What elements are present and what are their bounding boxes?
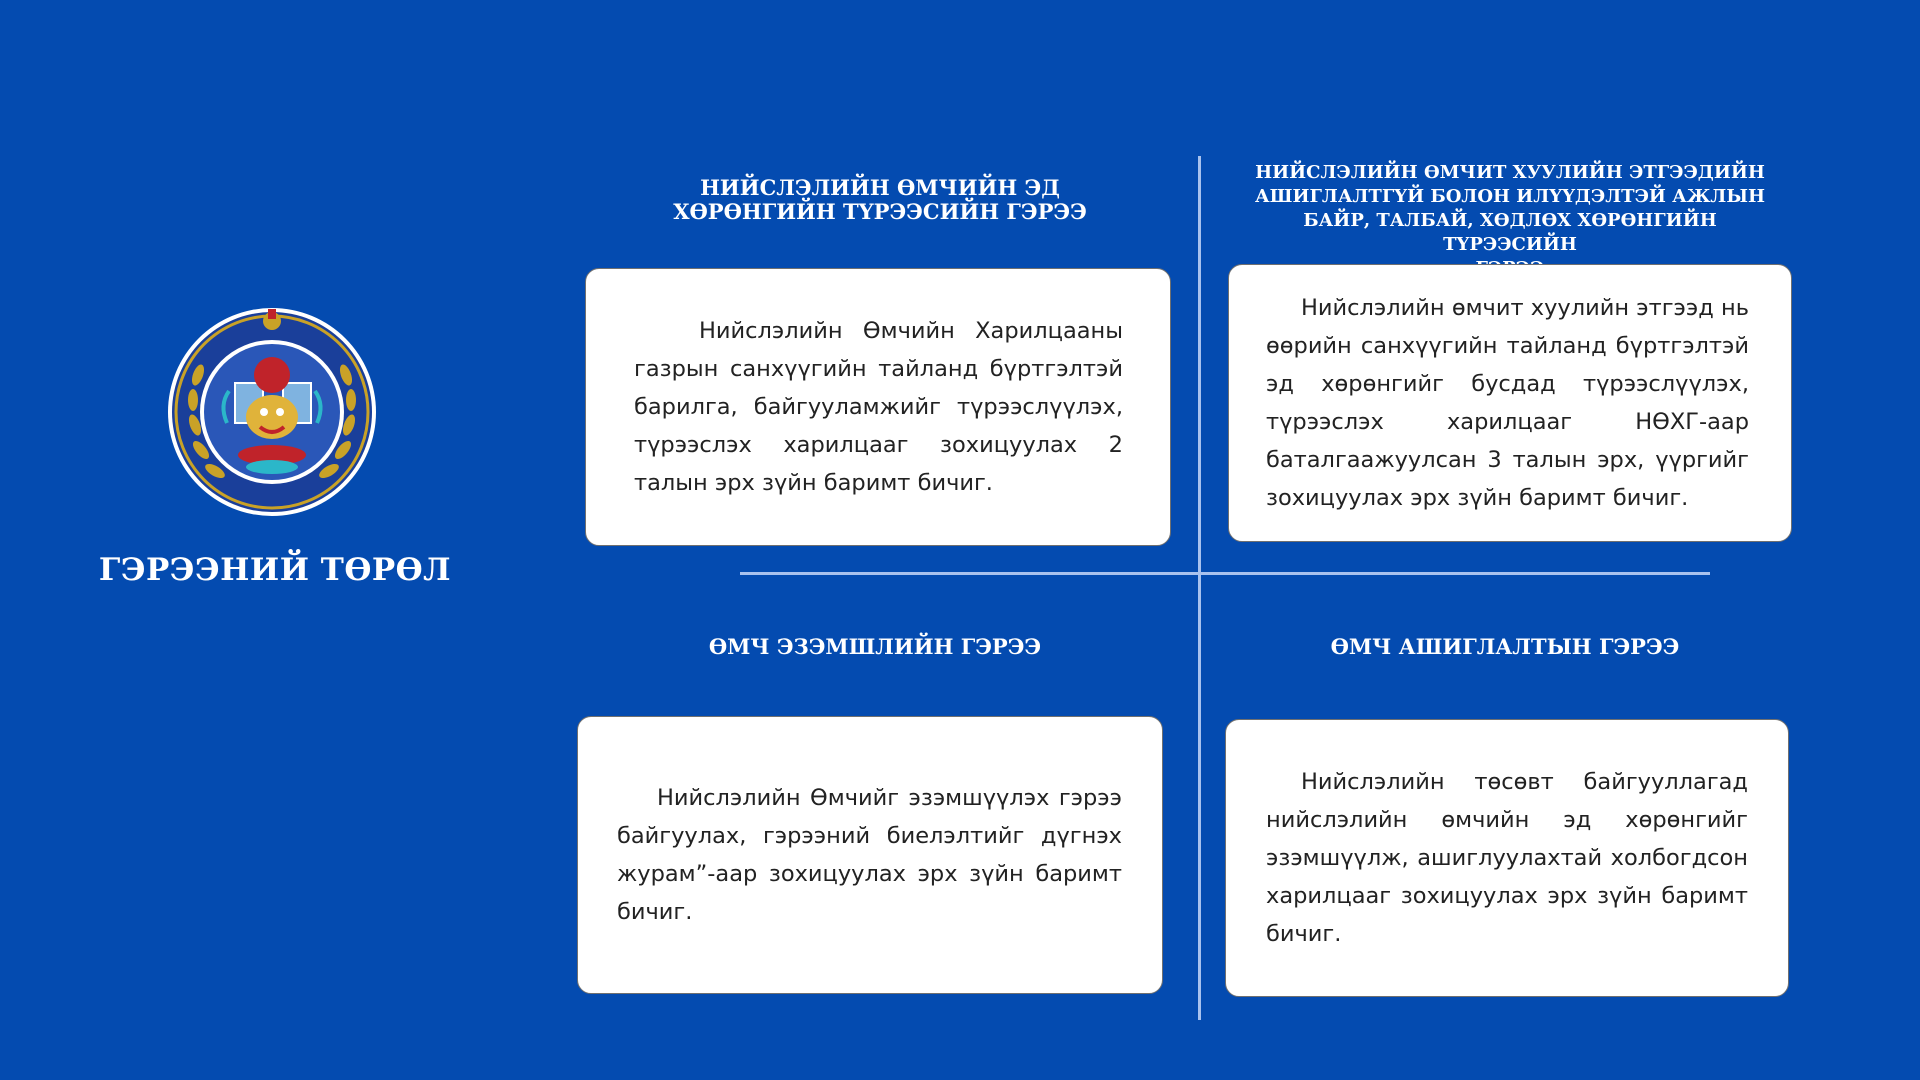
rental-contract-description: Нийслэлийн Өмчийн Харилцааны газрын санхүүгийн тайланд бүртгэлтэй барилга, байгууламжийг түрээслүүлэх, түрээслэх харилцааг зохицуулах 2 талын эрх зүйн баримт бичиг. — [634, 318, 1123, 496]
horizontal-divider — [740, 572, 1710, 575]
rental-contract-heading: НИЙСЛЭЛИЙН ӨМЧИЙН ЭД ХӨРӨНГИЙН ТҮРЭЭСИЙН ГЭРЭЭ — [673, 175, 1087, 224]
agency-emblem-icon — [165, 305, 379, 519]
rental-contract-card — [585, 268, 1171, 546]
possession-contract-heading: ӨМЧ ЭЗЭМШЛИЙН ГЭРЭЭ — [708, 634, 1042, 659]
possession-contract-description: Нийслэлийн Өмчийг эзэмшүүлэх гэрээ байгуулах, гэрээний биелэлтийг дүгнэх журам”-аар зохицуулах эрх зүйн баримт бичиг. — [617, 785, 1122, 925]
vertical-divider — [1198, 156, 1201, 1020]
legal-entity-rental-description: Нийслэлийн өмчит хуулийн этгээд нь өөрийн санхүүгийн тайланд бүртгэлтэй эд хөрөнгийг бусдад түрээслүүлэх, түрээслэх харилцааг НӨХГ-аар баталгаажуулсан 3 талын эрх, үүргийг зохицуулах эрх зүйн баримт бичиг. — [1266, 295, 1749, 511]
usage-contract-card — [1225, 719, 1789, 997]
contract-types-title: ГЭРЭЭНИЙ ТӨРӨЛ — [98, 552, 452, 588]
possession-contract-card — [577, 716, 1163, 994]
emblem-graphic — [165, 305, 379, 519]
legal-entity-rental-card — [1228, 264, 1792, 542]
usage-contract-heading: ӨМЧ АШИГЛАЛТЫН ГЭРЭЭ — [1330, 634, 1680, 659]
usage-contract-description: Нийслэлийн төсөвт байгууллагад нийслэлийн өмчийн эд хөрөнгийг эзэмшүүлж, ашиглуулахтай холбогдсон харилцааг зохицуулах эрх зүйн баримт бичиг. — [1266, 769, 1748, 947]
legal-entity-rental-heading: НИЙСЛЭЛИЙН ӨМЧИТ ХУУЛИЙН ЭТГЭЭДИЙН АШИГЛАЛТГҮЙ БОЛОН ИЛҮҮДЭЛТЭЙ АЖЛЫН БАЙР, ТАЛБАЙ, ХӨДЛӨХ ХӨРӨНГИЙН ТҮРЭЭСИЙН — [1255, 162, 1765, 255]
